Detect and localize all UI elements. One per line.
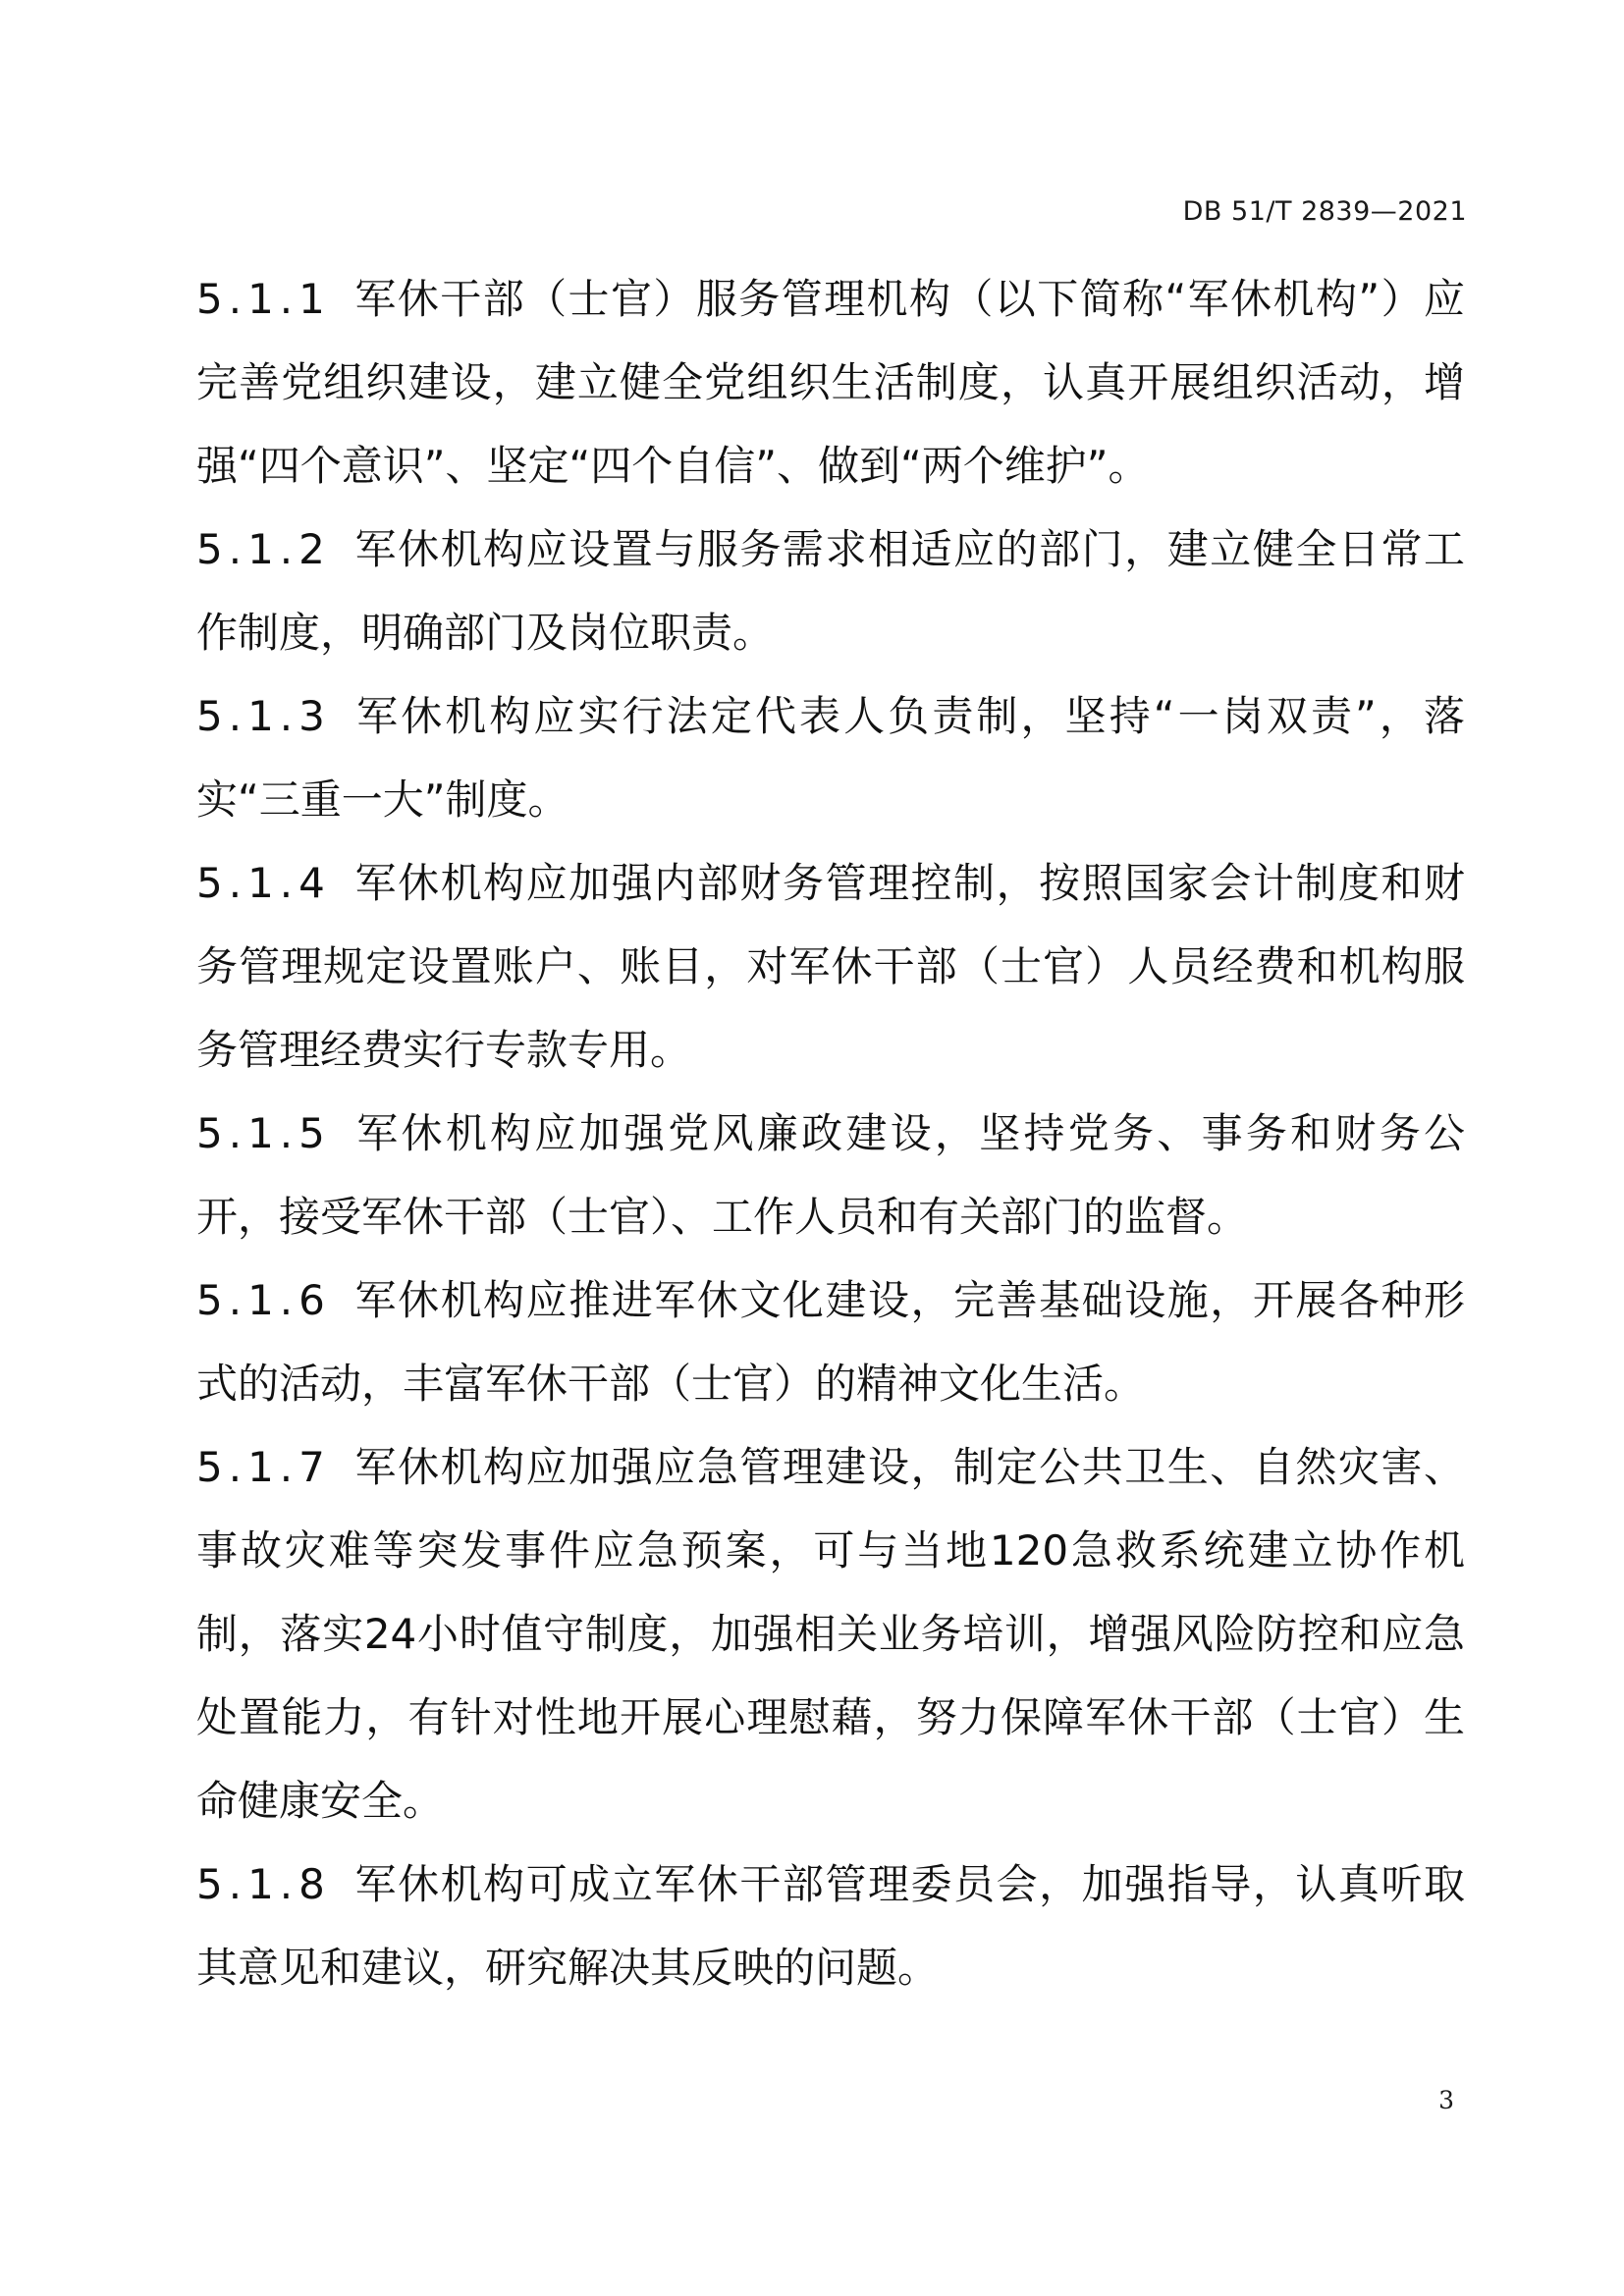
clause-5-1-7: [196, 1425, 1465, 1842]
page-number: 3: [1438, 2086, 1454, 2114]
clause-text: 军休机构应加强党风廉政建设，坚持党务、事务和财务公开，接受军休干部（士官）、工作人员和有关部门的监督。: [196, 1109, 1465, 1241]
clause-5-1-2: [196, 507, 1465, 674]
clause-5-1-1: [196, 257, 1465, 507]
clause-number: 5.1.2: [196, 525, 331, 573]
clause-number: 5.1.5: [196, 1109, 331, 1157]
clause-5-1-4: [196, 841, 1465, 1092]
clause-5-1-8: [196, 1842, 1465, 2009]
clause-number: 5.1.7: [196, 1443, 331, 1491]
clause-text: 军休机构可成立军休干部管理委员会，加强指导，认真听取其意见和建议，研究解决其反映的问题。: [196, 1860, 1465, 1992]
clause-text: 军休干部（士官）服务管理机构（以下简称“军休机构”）应完善党组织建设，建立健全党组织生活制度，认真开展组织活动，增强“四个意识”、坚定“四个自信”、做到“两个维护”。: [196, 275, 1465, 490]
clause-number: 5.1.3: [196, 692, 331, 740]
document-body: [196, 257, 1465, 2009]
clause-text: 军休机构应实行法定代表人负责制，坚持“一岗双责”，落实“三重一大”制度。: [196, 692, 1465, 824]
clause-text: 军休机构应推进军休文化建设，完善基础设施，开展各种形式的活动，丰富军休干部（士官）的精神文化生活。: [196, 1276, 1465, 1408]
clause-number: 5.1.1: [196, 275, 331, 323]
clause-text: 军休机构应设置与服务需求相适应的部门，建立健全日常工作制度，明确部门及岗位职责。: [196, 525, 1465, 657]
clause-text: 军休机构应加强内部财务管理控制，按照国家会计制度和财务管理规定设置账户、账目，对军休干部（士官）人员经费和机构服务管理经费实行专款专用。: [196, 859, 1465, 1074]
clause-5-1-3: [196, 674, 1465, 841]
standard-code-header: DB 51/T 2839—2021: [1182, 196, 1467, 227]
clause-5-1-6: [196, 1258, 1465, 1425]
clause-text: 军休机构应加强应急管理建设，制定公共卫生、自然灾害、事故灾难等突发事件应急预案，可与当地120急救系统建立协作机制，落实24小时值守制度，加强相关业务培训，增强风险防控和应急处置能力，有针对性地开展心理慰藉，努力保障军休干部（士官）生命健康安全。: [196, 1443, 1465, 1825]
clause-number: 5.1.8: [196, 1860, 331, 1908]
clause-number: 5.1.6: [196, 1276, 331, 1324]
clause-5-1-5: [196, 1092, 1465, 1258]
clause-number: 5.1.4: [196, 859, 331, 907]
